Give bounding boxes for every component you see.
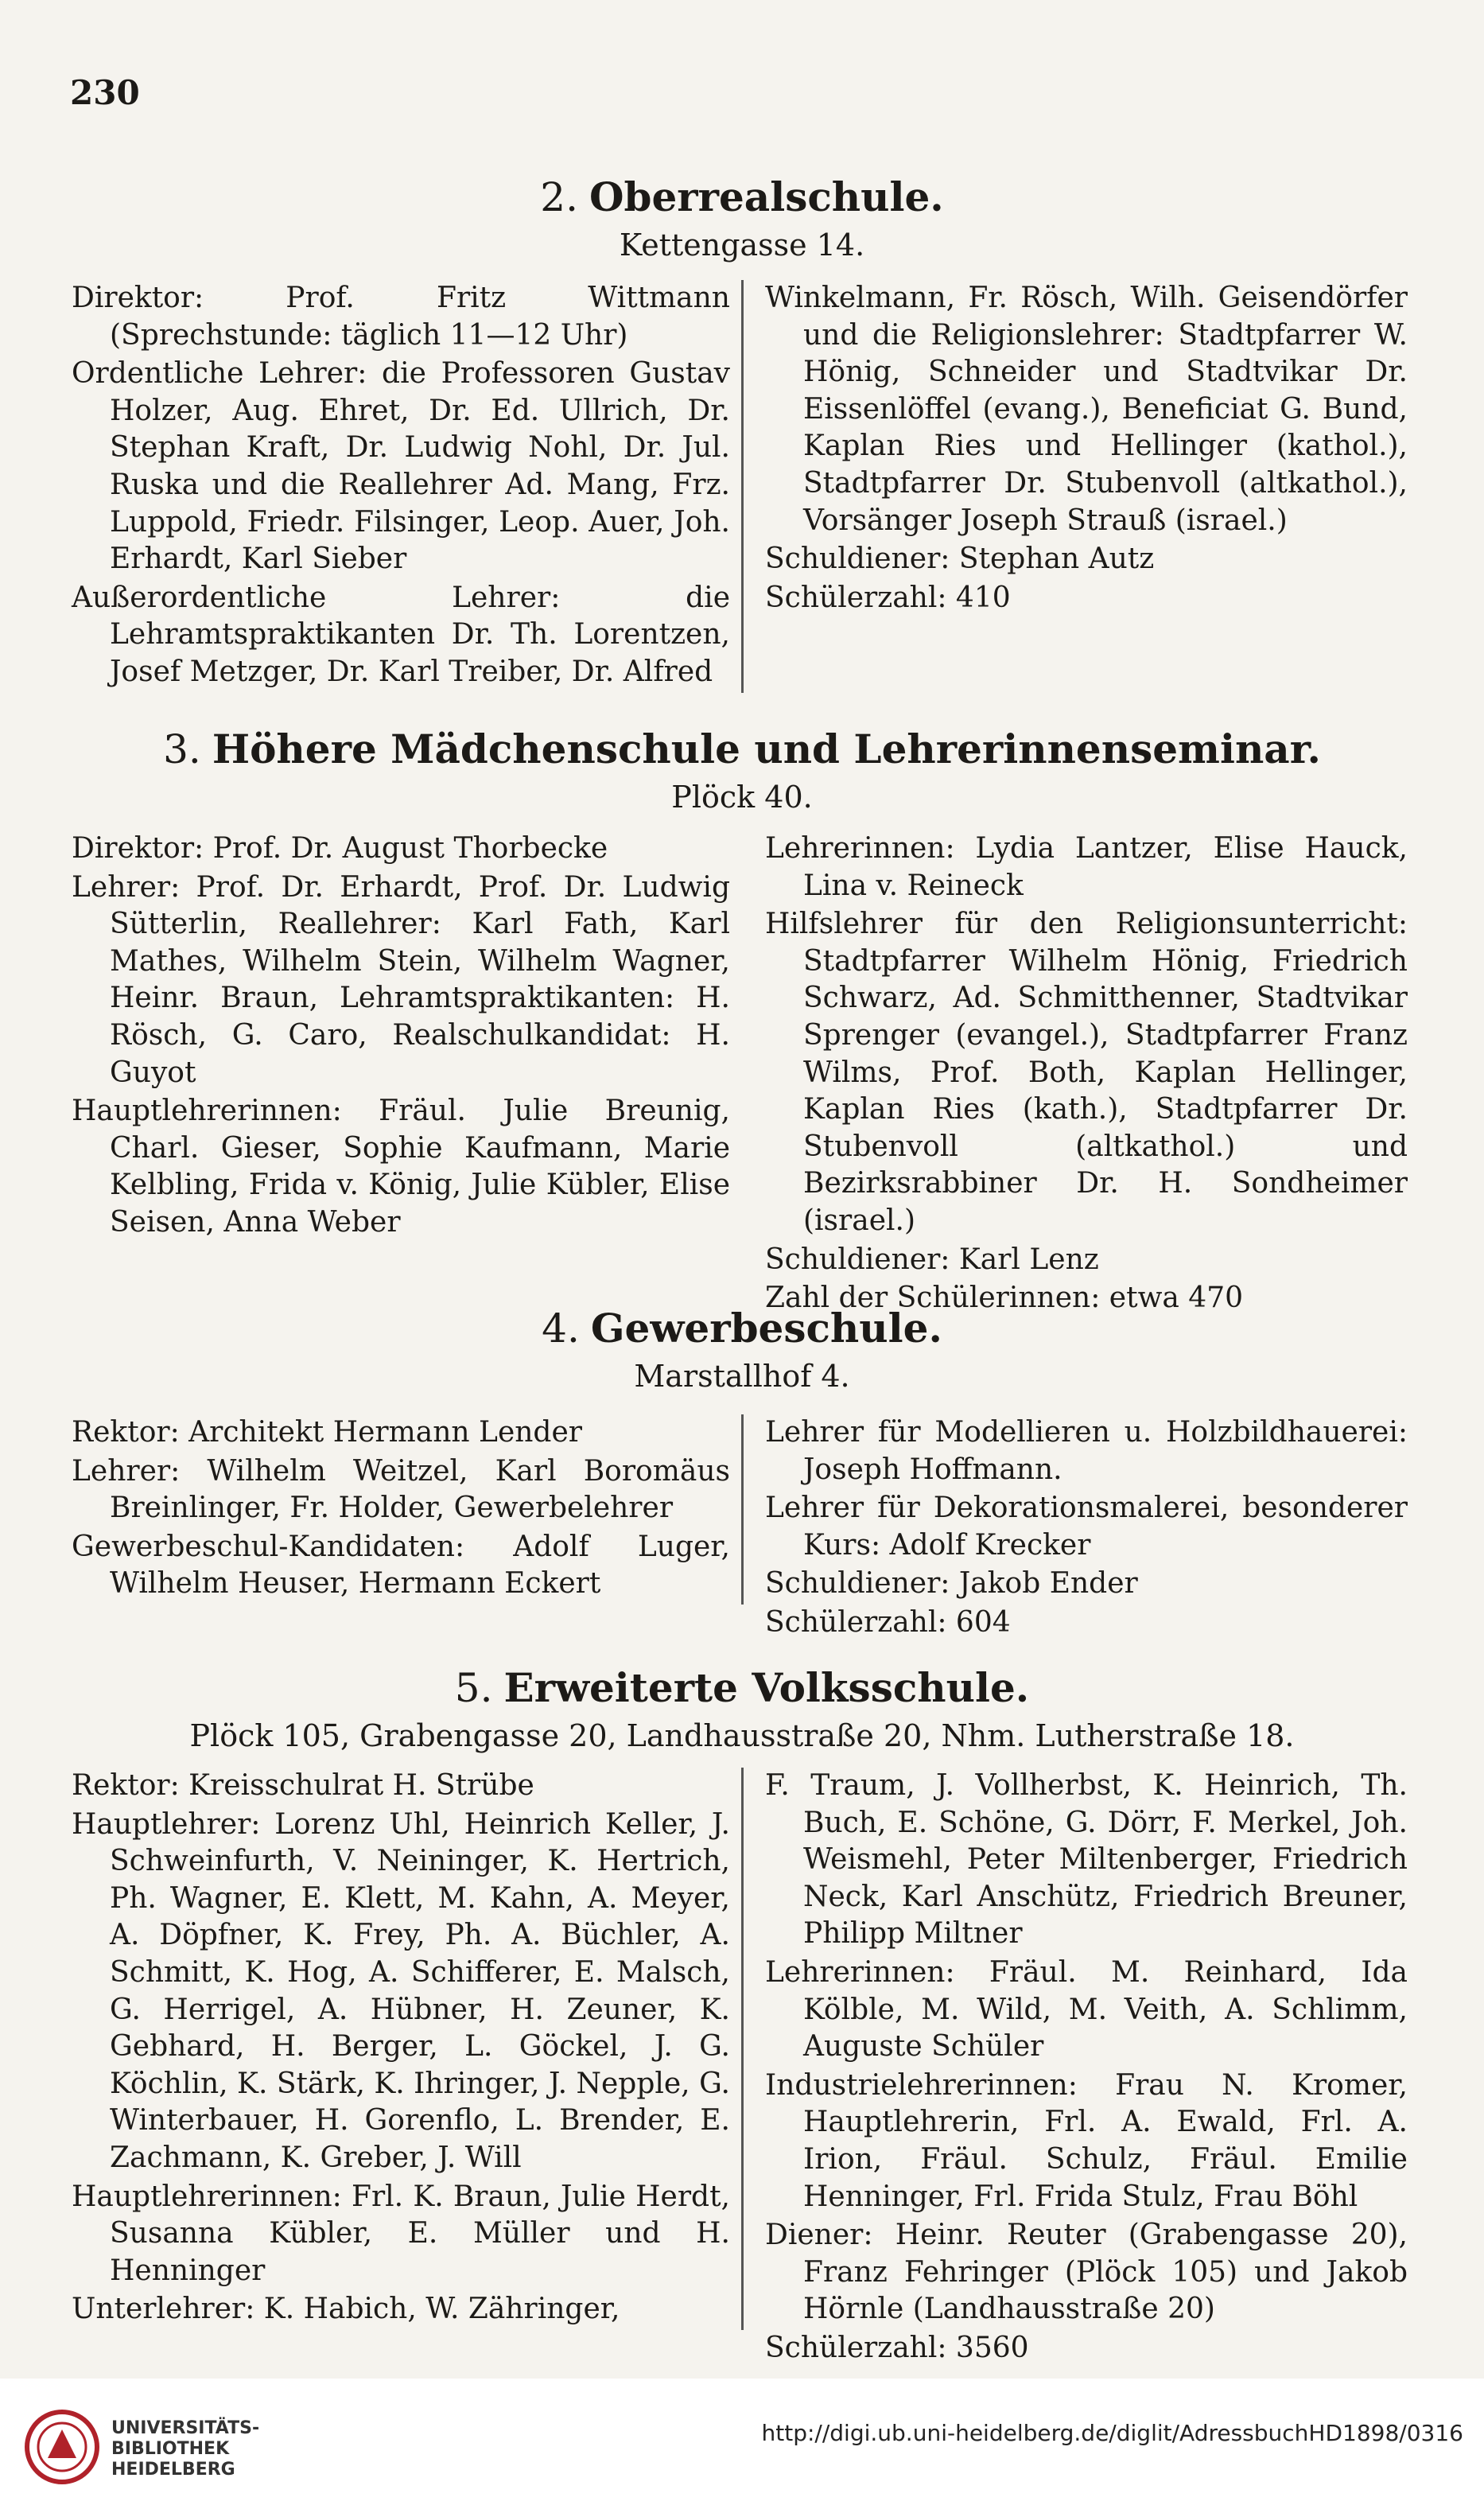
entry-head-teachers-female: Hauptlehrerinnen: Frl. K. Braun, Julie Herdt, Susanna Kübler, E. Müller und H. Henninger bbox=[72, 2180, 730, 2287]
entry-head-teachers: Hauptlehrer: Lorenz Uhl, Heinrich Keller, J. Schweinfurth, V. Neininger, K. Hertrich, Ph. Wagner, E. Klett, M. Kahn, A. Meyer, A. Döpfner, K. Frey, Ph. A. Büchler, A. Schmitt, K. Hog, A. Schifferer, E. Malsch, G. Herrigel, A. Hübner, H. Zeuner, K. Gebhard, H. Berger, L. Göckel, J. G. Köchlin, K. Stärk, K. Ihringer, J. Nepple, G. Winterbauer, H. Gorenflo, L. Brender, E. Zachmann, K. Greber, J. Will bbox=[72, 1807, 730, 2174]
entry-decoration-teacher: Lehrer für Dekorationsmalerei, besonderer Kurs: Adolf Krecker bbox=[765, 1492, 1408, 1562]
section-address: Plöck 40. bbox=[671, 780, 813, 815]
entry-industrial-teachers: Industrielehrerinnen: Frau N. Kromer, Hauptlehrerin, Frl. A. Ewald, Frl. A. Irion, Fräul. Schulz, Fräul. Emilie Henninger, Frl. Frida Stulz, Frau Böhl bbox=[765, 2068, 1408, 2213]
section-5-header bbox=[0, 1664, 1484, 1755]
entry-director: Direktor: Prof. Dr. August Thorbecke bbox=[72, 832, 608, 865]
entry-religion-teachers: Hilfslehrer für den Religionsunterricht: Stadtpfarrer Wilhelm Hönig, Friedrich Schwarz, Ad. Schmitthenner, Stadtvikar Sprenger (evangel.), Stadtpfarrer Franz Wilms, Prof. Both, Kaplan Hellinger, Kaplan Ries (kath.), Stadtpfarrer Dr. Stubenvoll (altkathol.) und Bezirksrabbiner Dr. H. Sondheimer (israel.) bbox=[765, 908, 1408, 1237]
entry-extraordinary-teachers: Außerordentliche Lehrer: die Lehramtspraktikanten Dr. Th. Lorentzen, Josef Metzger, Dr. Karl Treiber, Dr. Alfred bbox=[72, 581, 730, 688]
section-5-right-column bbox=[765, 1768, 1408, 2369]
footer-bar bbox=[0, 2379, 1484, 2509]
entry-teachers: Lehrer: Prof. Dr. Erhardt, Prof. Dr. Ludwig Sütterlin, Reallehrer: Karl Fath, Karl Mathes, Wilhelm Stein, Wilhelm Wagner, Heinr. Braun, Lehramtspraktikanten: H. Rösch, G. Caro, Realschulkandidat: H. Guyot bbox=[72, 870, 730, 1089]
section-4-right-column bbox=[765, 1414, 1408, 1643]
section-address: Kettengasse 14. bbox=[619, 228, 865, 263]
library-logo-text: UNIVERSITÄTS- BIBLIOTHEK HEIDELBERG bbox=[111, 2418, 260, 2480]
entry-student-count: Schülerzahl: 410 bbox=[765, 581, 1011, 614]
entry-director: Direktor: Prof. Fritz Wittmann (Sprechstunde: täglich 11—12 Uhr) bbox=[72, 282, 730, 352]
entry-attendants: Diener: Heinr. Reuter (Grabengasse 20), Franz Fehringer (Plöck 105) und Jakob Hörnle (Landhausstraße 20) bbox=[765, 2219, 1408, 2326]
source-url-link[interactable]: http://digi.ub.uni-heidelberg.de/diglit/AdressbuchHD1898/0316 bbox=[761, 2420, 1463, 2446]
entry-ordinary-teachers: Ordentliche Lehrer: die Professoren Gustav Holzer, Aug. Ehret, Dr. Ed. Ullrich, Dr. Stephan Kraft, Dr. Ludwig Nohl, Dr. Jul. Ruska und die Reallehrer Ad. Mang, Frz. Luppold, Friedr. Filsinger, Leop. Auer, Joh. Erhardt, Karl Sieber bbox=[72, 357, 730, 576]
entry-female-teachers: Lehrerinnen: Lydia Lantzer, Elise Hauck, Lina v. Reineck bbox=[765, 832, 1408, 902]
page-number: 230 bbox=[70, 73, 140, 112]
entry-teachers: Lehrer: Wilhelm Weitzel, Karl Boromäus Breinlinger, Fr. Holder, Gewerbelehrer bbox=[72, 1454, 730, 1525]
library-seal-icon bbox=[24, 2409, 100, 2485]
section-2-right-column bbox=[765, 280, 1408, 618]
section-title: 2. Oberrealschule. bbox=[540, 173, 944, 220]
section-2-header bbox=[0, 173, 1484, 264]
library-logo bbox=[24, 2409, 262, 2488]
section-2-left-column bbox=[72, 280, 744, 693]
entry-student-count: Schülerzahl: 3560 bbox=[765, 2331, 1029, 2364]
entry-continuation: F. Traum, J. Vollherbst, K. Heinrich, Th. Buch, E. Schöne, G. Dörr, F. Merkel, Joh. Weismehl, Peter Miltenberger, Friedrich Neck, Karl Anschütz, Friedrich Breuner, Philipp Miltner bbox=[765, 1769, 1408, 1951]
section-title: 4. Gewerbeschule. bbox=[542, 1305, 942, 1352]
section-address: Marstallhof 4. bbox=[634, 1359, 850, 1394]
section-title: 3. Höhere Mädchenschule und Lehrerinnenseminar. bbox=[163, 725, 1321, 772]
section-4-left-column bbox=[72, 1414, 744, 1605]
entry-rector: Rektor: Architekt Hermann Lender bbox=[72, 1416, 582, 1449]
entry-continuation: Winkelmann, Fr. Rösch, Wilh. Geisendörfer und die Religionslehrer: Stadtpfarrer W. Hönig, Schneider und Stadtvikar Dr. Eissenlöffel (evang.), Beneficiat G. Bund, Kaplan Ries und Hellinger (kathol.), Stadtpfarrer Dr. Stubenvoll (altkathol.), Vorsänger Joseph Strauß (israel.) bbox=[765, 282, 1408, 537]
section-3-left-column bbox=[72, 830, 730, 1243]
entry-janitor: Schuldiener: Stephan Autz bbox=[765, 543, 1155, 576]
entry-student-count: Zahl der Schülerinnen: etwa 470 bbox=[765, 1282, 1243, 1315]
entry-janitor: Schuldiener: Jakob Ender bbox=[765, 1567, 1138, 1601]
section-title: 5. Erweiterte Volksschule. bbox=[454, 1664, 1030, 1711]
section-3-right-column bbox=[765, 830, 1408, 1319]
entry-head-teachers-female: Hauptlehrerinnen: Fräul. Julie Breunig, Charl. Gieser, Sophie Kaufmann, Marie Kelbling, Frida v. König, Julie Kübler, Elise Seisen, Anna Weber bbox=[72, 1095, 730, 1239]
entry-janitor: Schuldiener: Karl Lenz bbox=[765, 1243, 1099, 1276]
entry-junior-teachers: Unterlehrer: K. Habich, W. Zähringer, bbox=[72, 2293, 620, 2326]
entry-rector: Rektor: Kreisschulrat H. Strübe bbox=[72, 1769, 534, 1802]
entry-candidates: Gewerbeschul-Kandidaten: Adolf Luger, Wilhelm Heuser, Hermann Eckert bbox=[72, 1530, 730, 1601]
section-4-header bbox=[0, 1305, 1484, 1395]
section-address: Plöck 105, Grabengasse 20, Landhausstraße 20, Nhm. Lutherstraße 18. bbox=[189, 1718, 1295, 1753]
entry-student-count: Schülerzahl: 604 bbox=[765, 1605, 1011, 1639]
section-5-left-column bbox=[72, 1768, 744, 2330]
entry-modelling-teacher: Lehrer für Modellieren u. Holzbildhauerei: Joseph Hoffmann. bbox=[765, 1416, 1408, 1486]
section-3-header bbox=[0, 725, 1484, 816]
entry-female-teachers: Lehrerinnen: Fräul. M. Reinhard, Ida Kölble, M. Wild, M. Veith, A. Schlimm, Auguste Schüler bbox=[765, 1955, 1408, 2064]
